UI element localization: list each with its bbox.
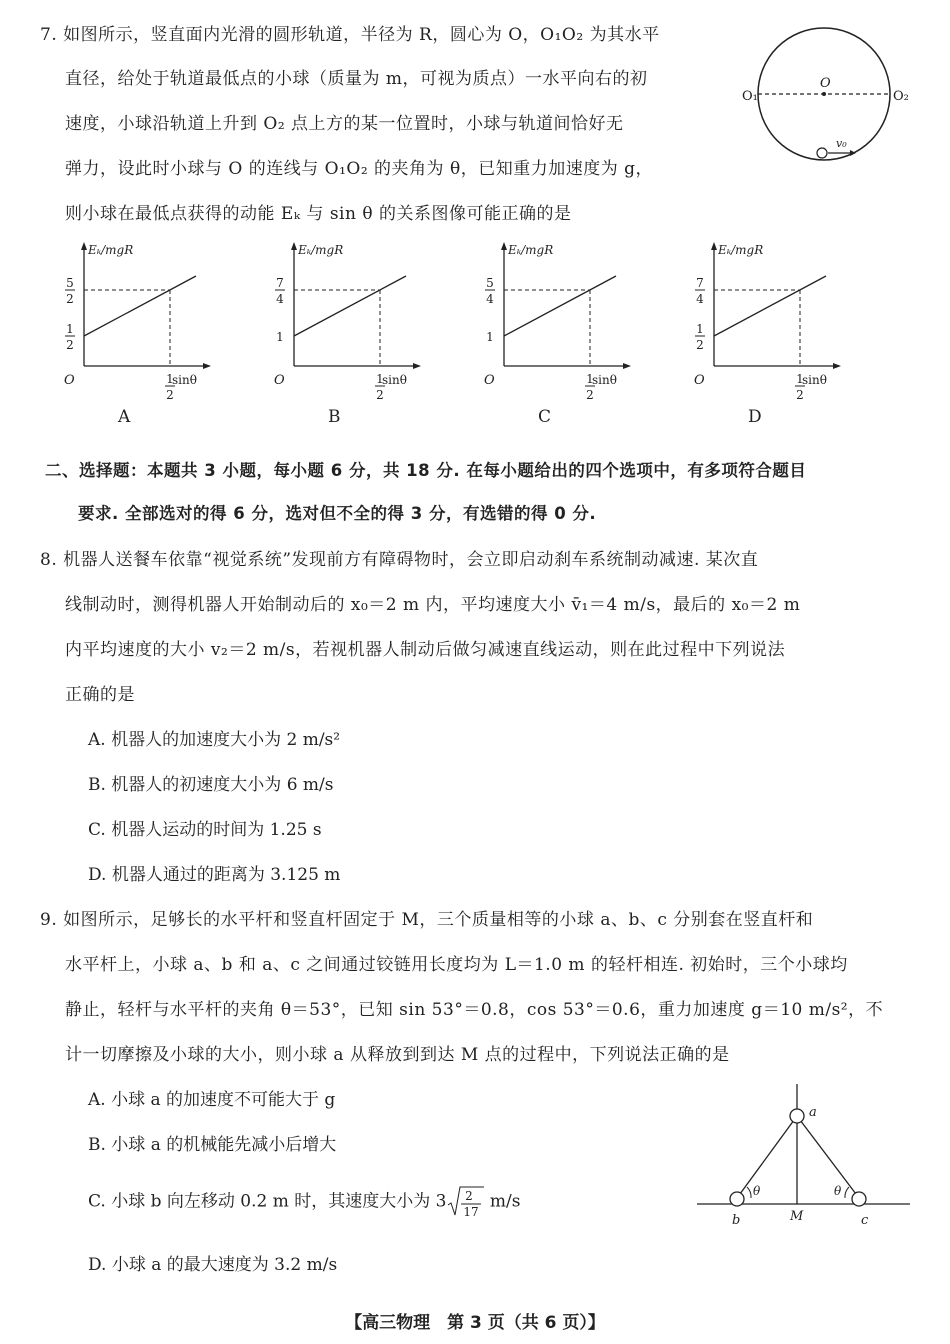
q9-option-c: [88, 1185, 520, 1219]
q7-line-5: 则小球在最低点获得的动能 Eₖ 与 sin θ 的关系图像可能正确的是: [65, 204, 572, 224]
y-high-tick-num: 5: [66, 276, 74, 290]
x-tick-num: 1: [586, 372, 594, 386]
circular-track-diagram: [740, 22, 920, 172]
x-tick-den: 2: [796, 388, 804, 402]
x-tick-den: 2: [166, 388, 174, 402]
q9-option-a: A. 小球 a 的加速度不可能大于 g: [88, 1090, 336, 1110]
q7-line-1: 7. 如图所示，竖直面内光滑的圆形轨道，半径为 R，圆心为 O，O₁O₂ 为其水平: [40, 25, 660, 45]
o1-label: O₁: [742, 89, 758, 104]
y-axis-label: Eₖ/mgR: [88, 243, 134, 257]
q7-line-2: 直径，给处于轨道最低点的小球（质量为 m，可视为质点）一水平向右的初: [65, 69, 648, 89]
q8-option-b: B. 机器人的初速度大小为 6 m/s: [88, 775, 334, 795]
graph-option-label: B: [328, 407, 341, 427]
q9-option-b: B. 小球 a 的机械能先减小后增大: [88, 1135, 337, 1155]
x-tick-den: 2: [376, 388, 384, 402]
y-high-tick-den: 2: [66, 292, 74, 306]
ek-line: [84, 276, 196, 336]
graph-option-label: D: [748, 407, 762, 427]
x-tick-num: 1: [796, 372, 804, 386]
origin-label: O: [64, 373, 75, 388]
theta-left-label: θ: [753, 1184, 761, 1198]
y-low-tick: 1: [486, 330, 494, 344]
v0-label: v₀: [836, 137, 847, 150]
svg-text:2: 2: [464, 1189, 473, 1203]
y-high-tick-num: 5: [486, 276, 494, 290]
theta-right-label: θ: [834, 1184, 842, 1198]
q8-line-3: 内平均速度的大小 v₂＝2 m/s，若视机器人制动后做匀减速直线运动，则在此过程中下列说法: [65, 640, 786, 660]
q8-line-1: 8. 机器人送餐车依靠“视觉系统”发现前方有障碍物时，会立即启动刹车系统制动减速. 某次直: [40, 550, 759, 570]
q9-line-2: 水平杆上，小球 a、b 和 a、c 之间通过铰链用长度均为 L＝1.0 m 的轻杆相连. 初始时，三个小球均: [65, 955, 848, 975]
q9-line-3: 静止，轻杆与水平杆的夹角 θ＝53°，已知 sin 53°＝0.8，cos 53°＝0.6，重力加速度 g＝10 m/s²，不: [65, 1000, 884, 1020]
ek-line: [504, 276, 616, 336]
y-low-tick: 1: [276, 330, 284, 344]
x-axis-label: sinθ: [382, 373, 407, 387]
rod-ball-diagram: [695, 1080, 915, 1230]
o2-label: O₂: [893, 89, 909, 104]
q8-line-4: 正确的是: [65, 685, 135, 705]
x-axis-label: sinθ: [592, 373, 617, 387]
sqrt-fraction: [447, 1185, 485, 1219]
graph-b: [232, 238, 427, 428]
ball-b-label: b: [732, 1213, 741, 1228]
point-m-label: M: [790, 1209, 804, 1224]
graph-c: [442, 238, 637, 428]
ek-line: [714, 276, 826, 336]
q7-line-4: 弹力，设此时小球与 O 的连线与 O₁O₂ 的夹角为 θ，已知重力加速度为 g，: [65, 159, 653, 179]
graph-d: [652, 238, 847, 428]
q9-option-c-unit: m/s: [484, 1191, 521, 1212]
x-tick-num: 1: [166, 372, 174, 386]
origin-label: O: [484, 373, 495, 388]
y-high-tick-den: 4: [486, 292, 494, 306]
graph-option-label: A: [118, 407, 131, 427]
q8-option-a: A. 机器人的加速度大小为 2 m/s²: [88, 730, 341, 750]
section-2-heading-line-2: 要求. 全部选对的得 6 分，选对但不全的得 3 分，有选错的得 0 分.: [78, 504, 597, 523]
q9-option-d: D. 小球 a 的最大速度为 3.2 m/s: [88, 1255, 338, 1275]
y-axis-label: Eₖ/mgR: [508, 243, 554, 257]
y-low-tick-num: 1: [66, 322, 74, 336]
q8-option-d: D. 机器人通过的距离为 3.125 m: [88, 865, 341, 885]
q8-option-c: C. 机器人运动的时间为 1.25 s: [88, 820, 322, 840]
x-axis-label: sinθ: [172, 373, 197, 387]
y-axis-label: Eₖ/mgR: [298, 243, 344, 257]
x-axis-label: sinθ: [802, 373, 827, 387]
q7-line-3: 速度，小球沿轨道上升到 O₂ 点上方的某一位置时，小球与轨道间恰好无: [65, 114, 624, 134]
ball-a-label: a: [809, 1105, 817, 1120]
graph-option-label: C: [538, 407, 552, 427]
q9-option-c-text: C. 小球 b 向左移动 0.2 m 时，其速度大小为 3: [88, 1191, 447, 1212]
y-low-tick-num: 1: [696, 322, 704, 336]
origin-label: O: [274, 373, 285, 388]
x-tick-num: 1: [376, 372, 384, 386]
svg-text:17: 17: [462, 1205, 479, 1219]
y-low-tick-den: 2: [66, 338, 74, 352]
q9-line-1: 9. 如图所示，足够长的水平杆和竖直杆固定于 M，三个质量相等的小球 a、b、c 分别套在竖直杆和: [40, 910, 814, 930]
ek-line: [294, 276, 406, 336]
ball-c-label: c: [861, 1213, 869, 1228]
page-footer: 【高三物理 第 3 页（共 6 页）】: [345, 1313, 605, 1333]
graph-a: [22, 238, 217, 428]
y-high-tick-den: 4: [696, 292, 704, 306]
x-tick-den: 2: [586, 388, 594, 402]
q8-line-2: 线制动时，测得机器人开始制动后的 x₀＝2 m 内，平均速度大小 v̄₁＝4 m/s，最后的 x₀＝2 m: [65, 595, 801, 615]
y-high-tick-num: 7: [696, 276, 704, 290]
y-high-tick-den: 4: [276, 292, 284, 306]
section-2-heading-line-1: 二、选择题：本题共 3 小题，每小题 6 分，共 18 分. 在每小题给出的四个选项中，有多项符合题目: [45, 461, 807, 480]
origin-label: O: [694, 373, 705, 388]
y-low-tick-den: 2: [696, 338, 704, 352]
o-label: O: [820, 76, 831, 91]
y-high-tick-num: 7: [276, 276, 284, 290]
y-axis-label: Eₖ/mgR: [718, 243, 764, 257]
q9-line-4: 计一切摩擦及小球的大小，则小球 a 从释放到到达 M 点的过程中，下列说法正确的是: [65, 1045, 730, 1065]
